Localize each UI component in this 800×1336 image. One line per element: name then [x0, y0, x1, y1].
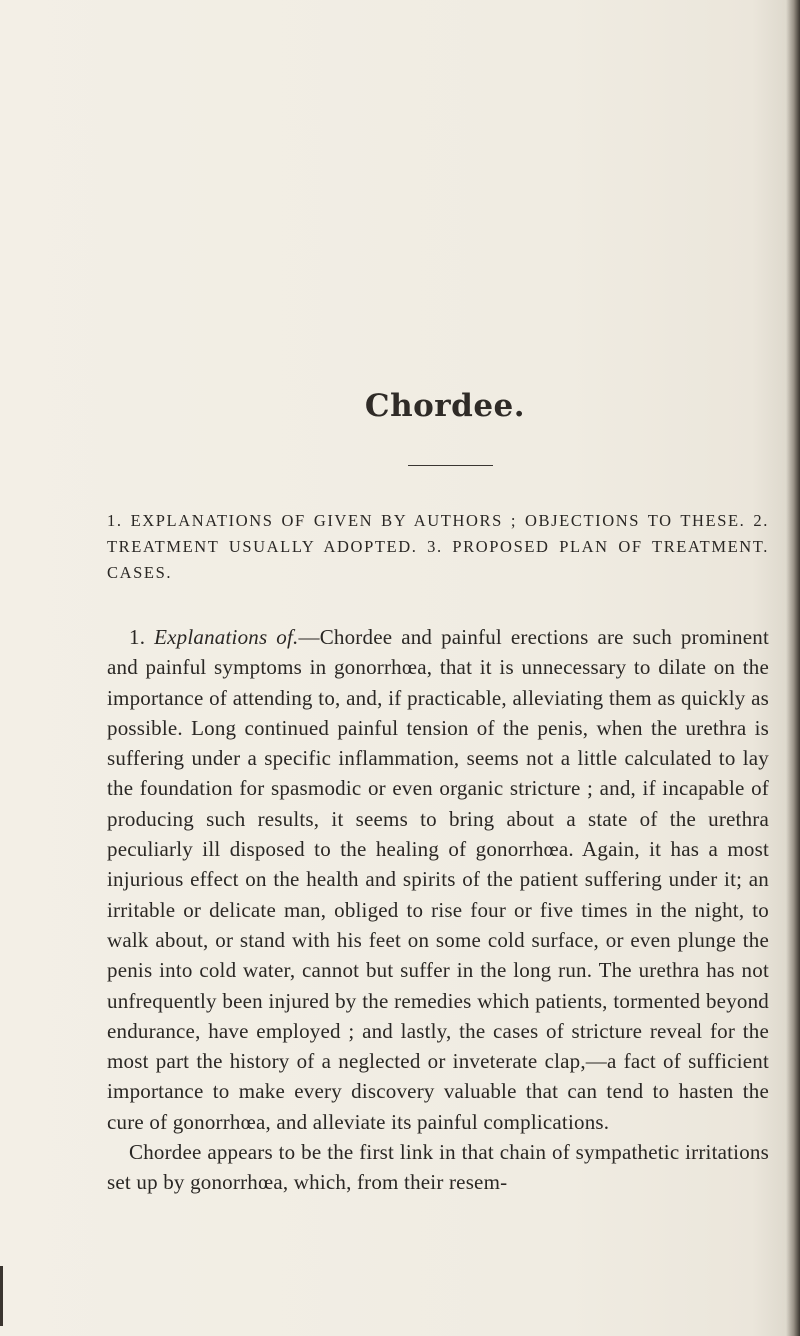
page-left-mark [0, 1266, 3, 1326]
summary-item-3-number: 3. [427, 537, 443, 556]
summary-cases: CASES. [107, 563, 173, 582]
heading-rule [408, 465, 493, 466]
summary-item-2-number: 2. [753, 511, 769, 530]
paragraph-2: Chordee appears to be the first link in that chain of sympathetic irritations set up by gonorrhœa, which, from their resem- [107, 1140, 769, 1195]
page-edge-shadow [786, 0, 800, 1336]
chapter-heading: Chordee. [364, 388, 526, 424]
body-text [107, 622, 769, 1198]
paragraph-1-label: Explanations of. [154, 625, 299, 649]
paragraph-1 [107, 622, 769, 1137]
summary-item-2: TREATMENT USUALLY ADOPTED. [107, 537, 418, 556]
paragraph-1-number: 1. [129, 625, 146, 649]
summary-item-1: EXPLANATIONS OF GIVEN BY AUTHORS ; OBJECTIONS TO THESE. [130, 511, 746, 530]
paragraph-1-text: —Chordee and painful erections are such prominent and painful symptoms in gonorrhœa, that it is unnecessary to dilate on the importance of attending to, and, if practicable, alleviating them as quickly as possible. Long continued painful tension of the penis, when the urethra is suffering under a specific inflammation, seems not a little calculated to lay the foundation for spasmodic or even organic stricture ; and, if incapable of producing such results, it seems to bring about a state of the urethra peculiarly ill disposed to the healing of gonorrhœa. Again, it has a most injurious effect on the health and spirits of the patient suffering under it; an irritable or delicate man, obliged to rise four or five times in the night, to walk about, or stand with his feet on some cold surface, or even plunge the penis into cold water, cannot but suffer in the long run. The urethra has not unfrequently been injured by the remedies which patients, tormented beyond endurance, have employed ; and lastly, the cases of stricture reveal for the most part the history of a neglected or inveterate clap,—a fact of sufficient importance to make every discovery valuable that can tend to hasten the cure of gonorrhœa, and alleviate its painful complications. [107, 625, 770, 1134]
chapter-summary [107, 508, 769, 586]
summary-item-3: PROPOSED PLAN OF TREATMENT. [452, 537, 769, 556]
summary-item-1-number: 1. [107, 511, 123, 530]
